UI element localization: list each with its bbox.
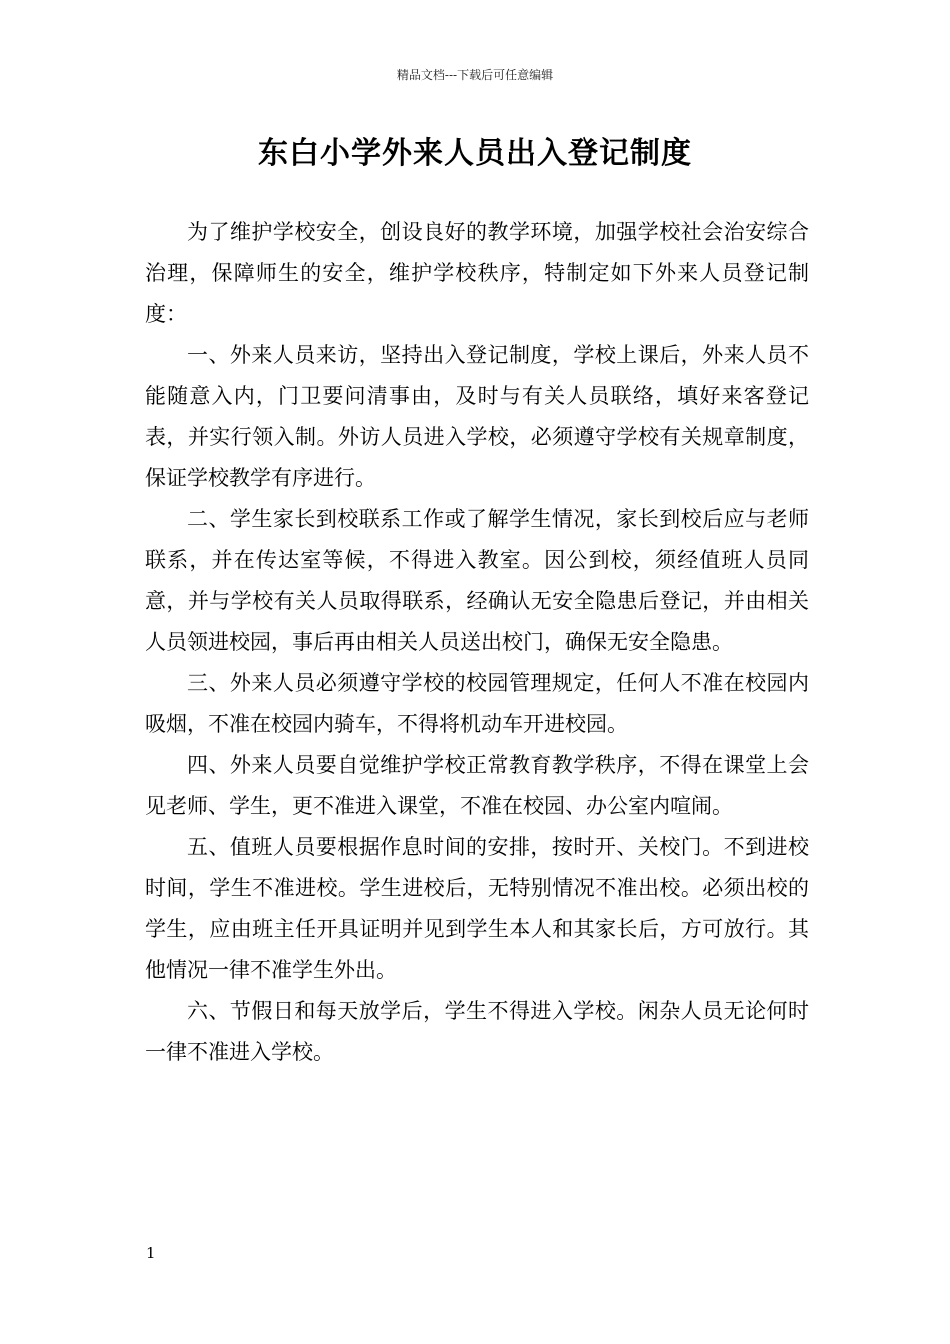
rule-paragraph-3: 三、外来人员必须遵守学校的校园管理规定，任何人不准在校园内吸烟，不准在校园内骑车，不得将机动车开进校园。 [145, 671, 809, 736]
rule-paragraph-6: 六、节假日和每天放学后，学生不得进入学校。闲杂人员无论何时一律不准进入学校。 [145, 999, 809, 1064]
rule-paragraph-5: 五、值班人员要根据作息时间的安排，按时开、关校门。不到进校时间，学生不准进校。学生进校后，无特别情况不准出校。必须出校的学生，应由班主任开具证明并见到学生本人和其家长后，方可放行。其他情况一律不准学生外出。 [145, 835, 809, 982]
intro-paragraph: 为了维护学校安全，创设良好的教学环境，加强学校社会治安综合治理，保障师生的安全，维护学校秩序，特制定如下外来人员登记制度： [145, 220, 809, 326]
rule-paragraph-4: 四、外来人员要自觉维护学校正常教育教学秩序，不得在课堂上会见老师、学生，更不准进入课堂，不准在校园、办公室内喧闹。 [145, 753, 809, 818]
page-header: 精品文档---下载后可任意编辑 [396, 68, 554, 82]
page-number: 1 [146, 1244, 156, 1262]
document-title: 东白小学外来人员出入登记制度 [258, 136, 692, 171]
rule-paragraph-2: 二、学生家长到校联系工作或了解学生情况，家长到校后应与老师联系，并在传达室等候，不得进入教室。因公到校，须经值班人员同意，并与学校有关人员取得联系，经确认无安全隐患后登记，并由相关人员领进校园，事后再由相关人员送出校门，确保无安全隐患。 [145, 507, 809, 654]
document-body [145, 212, 809, 1073]
rule-paragraph-1: 一、外来人员来访，坚持出入登记制度，学校上课后，外来人员不能随意入内，门卫要问清事由，及时与有关人员联络，填好来客登记表，并实行领入制。外访人员进入学校，必须遵守学校有关规章制度，保证学校教学有序进行。 [145, 343, 809, 490]
